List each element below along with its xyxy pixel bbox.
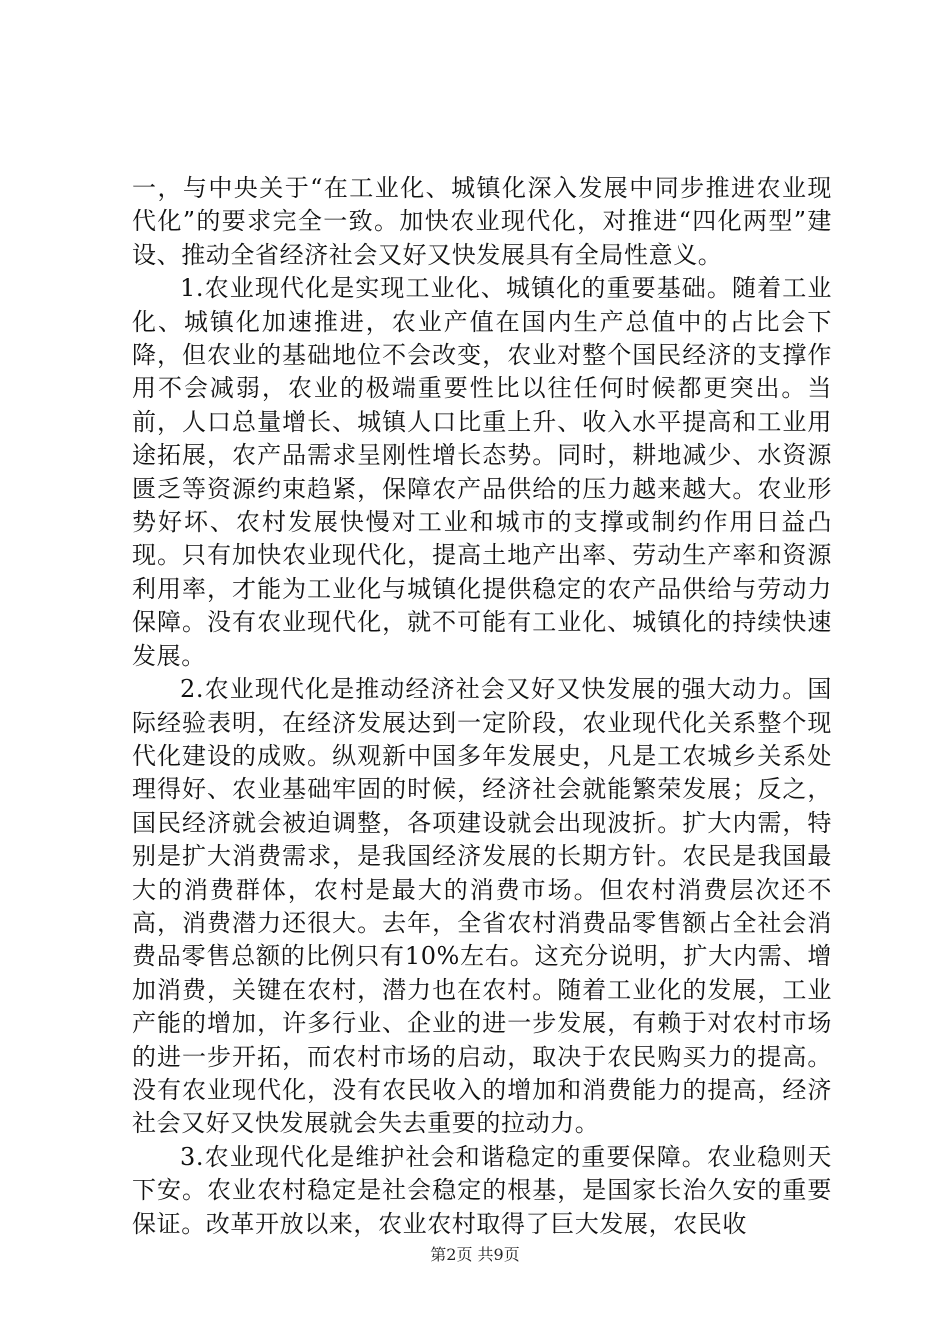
paragraph-point-1: 1.农业现代化是实现工业化、城镇化的重要基础。随着工业化、城镇化加速推进，农业产值在国内生产总值中的占比会下降，但农业的基础地位不会改变，农业对整个国民经济的支撑作用不会减弱，农业的极端重要性比以往任何时候都更突出。当前，人口总量增长、城镇人口比重上升、收入水平提高和工业用途拓展，农产品需求呈刚性增长态势。同时，耕地减少、水资源匮乏等资源约束趋紧，保障农产品供给的压力越来越大。农业形势好坏、农村发展快慢对工业和城市的支撑或制约作用日益凸现。只有加快农业现代化，提高土地产出率、劳动生产率和资源利用率，才能为工业化与城镇化提供稳定的农产品供给与劳动力保障。没有农业现代化，就不可能有工业化、城镇化的持续快速发展。 (132, 274, 832, 670)
paragraph-point-2: 2.农业现代化是推动经济社会又好又快发展的强大动力。国际经验表明，在经济发展达到一定阶段，农业现代化关系整个现代化建设的成败。纵观新中国多年发展史，凡是工农城乡关系处理得好、农业基础牢固的时候，经济社会就能繁荣发展；反之，国民经济就会被迫调整，各项建设就会出现波折。扩大内需，特别是扩大消费需求，是我国经济发展的长期方针。农民是我国最大的消费群体，农村是最大的消费市场。但农村消费层次还不高，消费潜力还很大。去年，全省农村消费品零售额占全社会消费品零售总额的比例只有10%左右。这充分说明，扩大内需、增加消费，关键在农村，潜力也在农村。随着工业化的发展，工业产能的增加，许多行业、企业的进一步发展，有赖于对农村市场的进一步开拓，而农村市场的启动，取决于农民购买力的提高。没有农业现代化，没有农民收入的增加和消费能力的提高，经济社会又好又快发展就会失去重要的拉动力。 (132, 675, 832, 1138)
page-number-label: 第2页 共9页 (430, 1245, 520, 1264)
paragraph-intro: 一，与中央关于“在工业化、城镇化深入发展中同步推进农业现代化”的要求完全一致。加快农业现代化，对推进“四化两型”建设、推动全省经济社会又好又快发展具有全局性意义。 (132, 174, 832, 269)
document-body (132, 172, 832, 1241)
page-footer (0, 1244, 950, 1266)
paragraph-point-3: 3.农业现代化是维护社会和谐稳定的重要保障。农业稳则天下安。农业农村稳定是社会稳定的根基，是国家长治久安的重要保证。改革开放以来，农业农村取得了巨大发展，农民收 (132, 1142, 832, 1238)
